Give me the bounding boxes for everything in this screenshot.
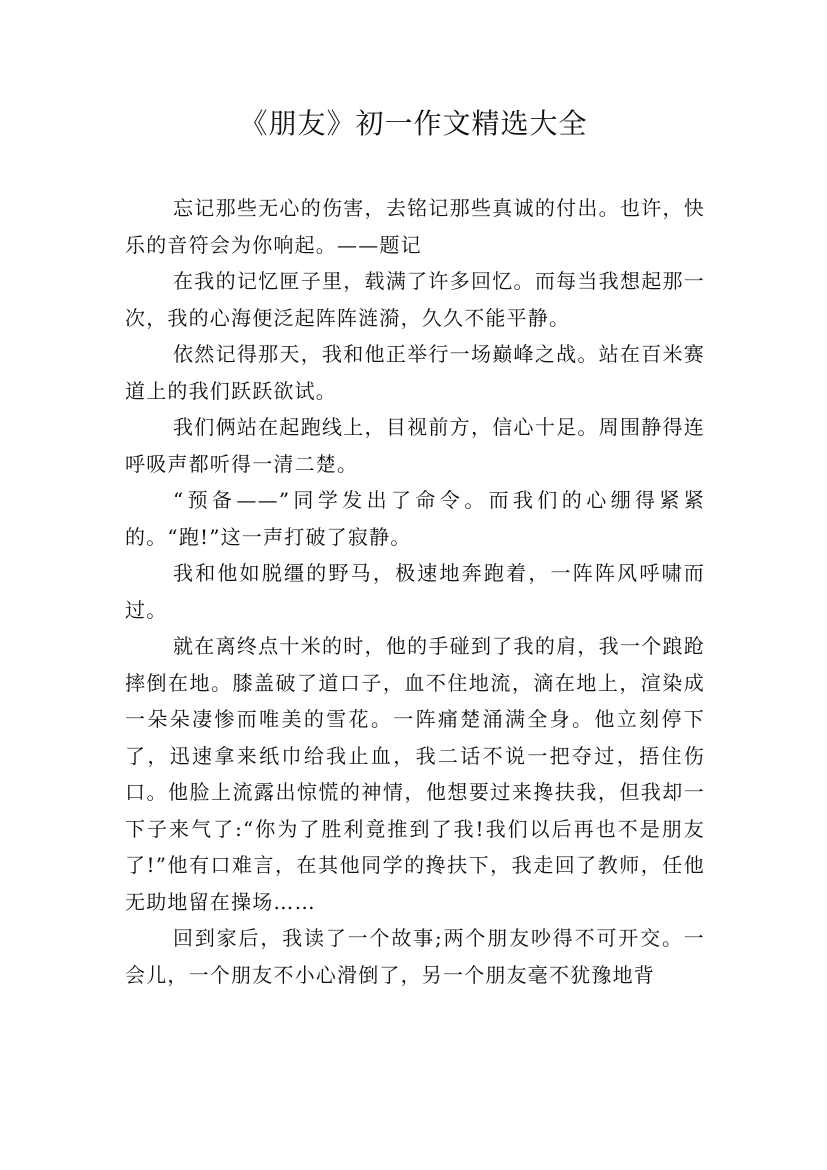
document-title: 《朋友》初一作文精选大全	[239, 107, 588, 140]
paragraph: 在我的记忆匣子里，载满了许多回忆。而每当我想起那一次，我的心海便泛起阵阵涟漪，久久不能平静。	[125, 269, 705, 330]
paragraph: 就在离终点十米的时，他的手碰到了我的肩，我一个踉跄摔倒在地。膝盖破了道口子，血不住地流，滴在地上，渲染成一朵朵凄惨而唯美的雪花。一阵痛楚涌满全身。他立刻停下了，迅速拿来纸巾给我止血，我二话不说一把夺过，捂住伤口。他脸上流露出惊慌的神情，他想要过来搀扶我，但我却一下子来气了:“你为了胜利竟推到了我!我们以后再也不是朋友了!”他有口难言，在其他同学的搀扶下，我走回了教师，任他无助地留在操场……	[125, 634, 705, 914]
paragraph: 回到家后，我读了一个故事;两个朋友吵得不可开交。一会儿，一个朋友不小心滑倒了，另一个朋友毫不犹豫地背	[125, 926, 705, 987]
paragraph: 我们俩站在起跑线上，目视前方，信心十足。周围静得连呼吸声都听得一清二楚。	[125, 415, 705, 476]
paragraph: “预备——”同学发出了命令。而我们的心绷得紧紧的。“跑!”这一声打破了寂静。	[125, 488, 705, 549]
paragraph: 我和他如脱缰的野马，极速地奔跑着，一阵阵风呼啸而过。	[125, 561, 705, 622]
paragraph: 依然记得那天，我和他正举行一场巅峰之战。站在百米赛道上的我们跃跃欲试。	[125, 342, 705, 403]
document-body	[125, 190, 705, 993]
paragraph-epigraph: 忘记那些无心的伤害，去铭记那些真诚的付出。也许，快乐的音符会为你响起。——题记	[125, 196, 705, 257]
